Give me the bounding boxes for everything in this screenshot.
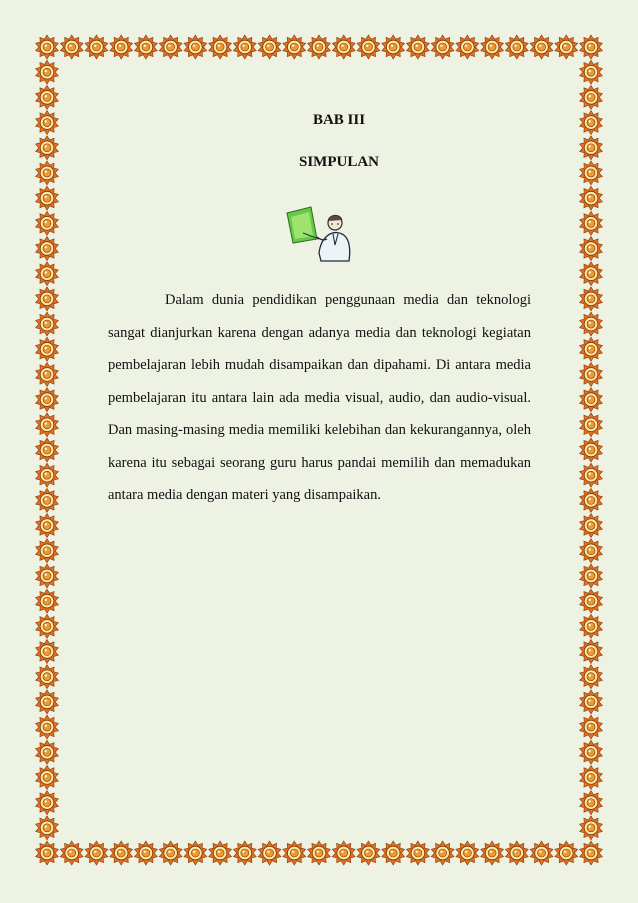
teacher-at-board-icon	[283, 203, 355, 263]
sun-ornament	[580, 337, 603, 361]
sun-ornament	[36, 35, 59, 59]
sun-ornament	[209, 841, 232, 865]
chapter-title: SIMPULAN	[298, 154, 379, 170]
sun-ornament	[580, 438, 603, 462]
sun-ornament	[580, 816, 603, 840]
sun-ornament	[580, 640, 603, 664]
sun-ornament	[530, 841, 553, 865]
sun-ornament	[580, 841, 603, 865]
sun-ornament	[36, 60, 59, 84]
sun-ornament	[159, 35, 182, 59]
sun-ornament	[481, 841, 504, 865]
sun-ornament	[580, 765, 603, 789]
sun-ornament	[505, 841, 528, 865]
conclusion-paragraph: Dalam dunia pendidikan penggunaan media dan teknologi sangat dianjurkan karena dengan adanya media dan teknologi kegiatan pembelajaran lebih mudah disampaikan dan dipahami. Di antara media pembelajaran itu antara lain ada media visual, audio, dan audio-visual. Dan masing-masing media memiliki kelebihan dan kekurangannya, oleh karena itu sebagai seorang guru harus pandai memilih dan memadukan antara media dengan materi yang disampaikan.	[108, 292, 531, 503]
sun-ornament	[580, 85, 603, 109]
sun-ornament	[407, 35, 430, 59]
sun-ornament	[580, 388, 603, 412]
sun-ornament	[85, 35, 108, 59]
sun-ornament	[110, 35, 133, 59]
sun-ornament	[36, 539, 59, 563]
sun-ornament	[258, 35, 281, 59]
sun-ornament	[357, 35, 380, 59]
sun-ornament	[159, 841, 182, 865]
sun-ornament	[36, 237, 59, 261]
sun-ornament	[36, 388, 59, 412]
sun-ornament	[36, 740, 59, 764]
sun-ornament	[36, 564, 59, 588]
sun-ornament	[332, 841, 355, 865]
sun-ornament	[431, 841, 454, 865]
sun-ornament	[456, 35, 479, 59]
sun-ornament	[382, 35, 405, 59]
sun-ornament	[135, 841, 158, 865]
sun-ornament	[209, 35, 232, 59]
sun-ornament	[456, 841, 479, 865]
sun-ornament	[580, 715, 603, 739]
sun-ornament	[36, 262, 59, 286]
sun-ornament	[36, 589, 59, 613]
sun-ornament	[60, 841, 83, 865]
sun-ornament	[382, 841, 405, 865]
sun-ornament	[580, 211, 603, 235]
sun-ornament	[580, 35, 603, 59]
sun-ornament	[357, 841, 380, 865]
sun-ornament	[36, 816, 59, 840]
sun-ornament	[36, 715, 59, 739]
sun-ornament	[36, 211, 59, 235]
sun-ornament	[184, 35, 207, 59]
sun-ornament	[258, 841, 281, 865]
sun-ornament	[580, 614, 603, 638]
sun-ornament	[110, 841, 133, 865]
chapter-heading: BAB III	[312, 112, 366, 128]
sun-ornament	[36, 514, 59, 538]
sun-ornament	[36, 438, 59, 462]
sun-ornament	[36, 614, 59, 638]
sun-ornament	[580, 463, 603, 487]
sun-ornament	[580, 312, 603, 336]
sun-ornament	[580, 413, 603, 437]
sun-ornament	[233, 841, 256, 865]
sun-ornament	[431, 35, 454, 59]
sun-ornament	[60, 35, 83, 59]
sun-ornament	[283, 841, 306, 865]
sun-ornament	[580, 740, 603, 764]
sun-ornament	[36, 186, 59, 210]
sun-ornament	[580, 362, 603, 386]
sun-ornament	[36, 85, 59, 109]
sun-ornament	[580, 589, 603, 613]
sun-ornament	[481, 35, 504, 59]
sun-ornament	[580, 514, 603, 538]
sun-ornament	[555, 35, 578, 59]
sun-ornament	[308, 35, 331, 59]
sun-ornament	[36, 337, 59, 361]
sun-ornament	[580, 488, 603, 512]
sun-ornament	[36, 665, 59, 689]
sun-ornament	[36, 413, 59, 437]
sun-ornament	[580, 791, 603, 815]
sun-ornament	[530, 35, 553, 59]
sun-ornament	[580, 564, 603, 588]
sun-ornament	[36, 765, 59, 789]
sun-ornament	[580, 287, 603, 311]
sun-ornament	[135, 35, 158, 59]
sun-ornament	[85, 841, 108, 865]
sun-ornament	[184, 841, 207, 865]
sun-ornament	[36, 791, 59, 815]
sun-ornament	[283, 35, 306, 59]
sun-ornament	[580, 237, 603, 261]
sun-ornament	[580, 539, 603, 563]
sun-ornament	[580, 690, 603, 714]
sun-ornament	[36, 287, 59, 311]
sun-ornament	[36, 841, 59, 865]
sun-ornament	[36, 488, 59, 512]
sun-ornament	[580, 262, 603, 286]
sun-ornament	[555, 841, 578, 865]
sun-ornament	[233, 35, 256, 59]
sun-ornament	[505, 35, 528, 59]
sun-ornament	[36, 362, 59, 386]
sun-ornament	[36, 690, 59, 714]
sun-ornament	[580, 186, 603, 210]
sun-ornament	[580, 60, 603, 84]
sun-ornament	[36, 640, 59, 664]
sun-ornament	[407, 841, 430, 865]
sun-ornament	[36, 312, 59, 336]
sun-ornament	[580, 665, 603, 689]
sun-ornament	[332, 35, 355, 59]
sun-ornament	[36, 463, 59, 487]
sun-ornament	[308, 841, 331, 865]
